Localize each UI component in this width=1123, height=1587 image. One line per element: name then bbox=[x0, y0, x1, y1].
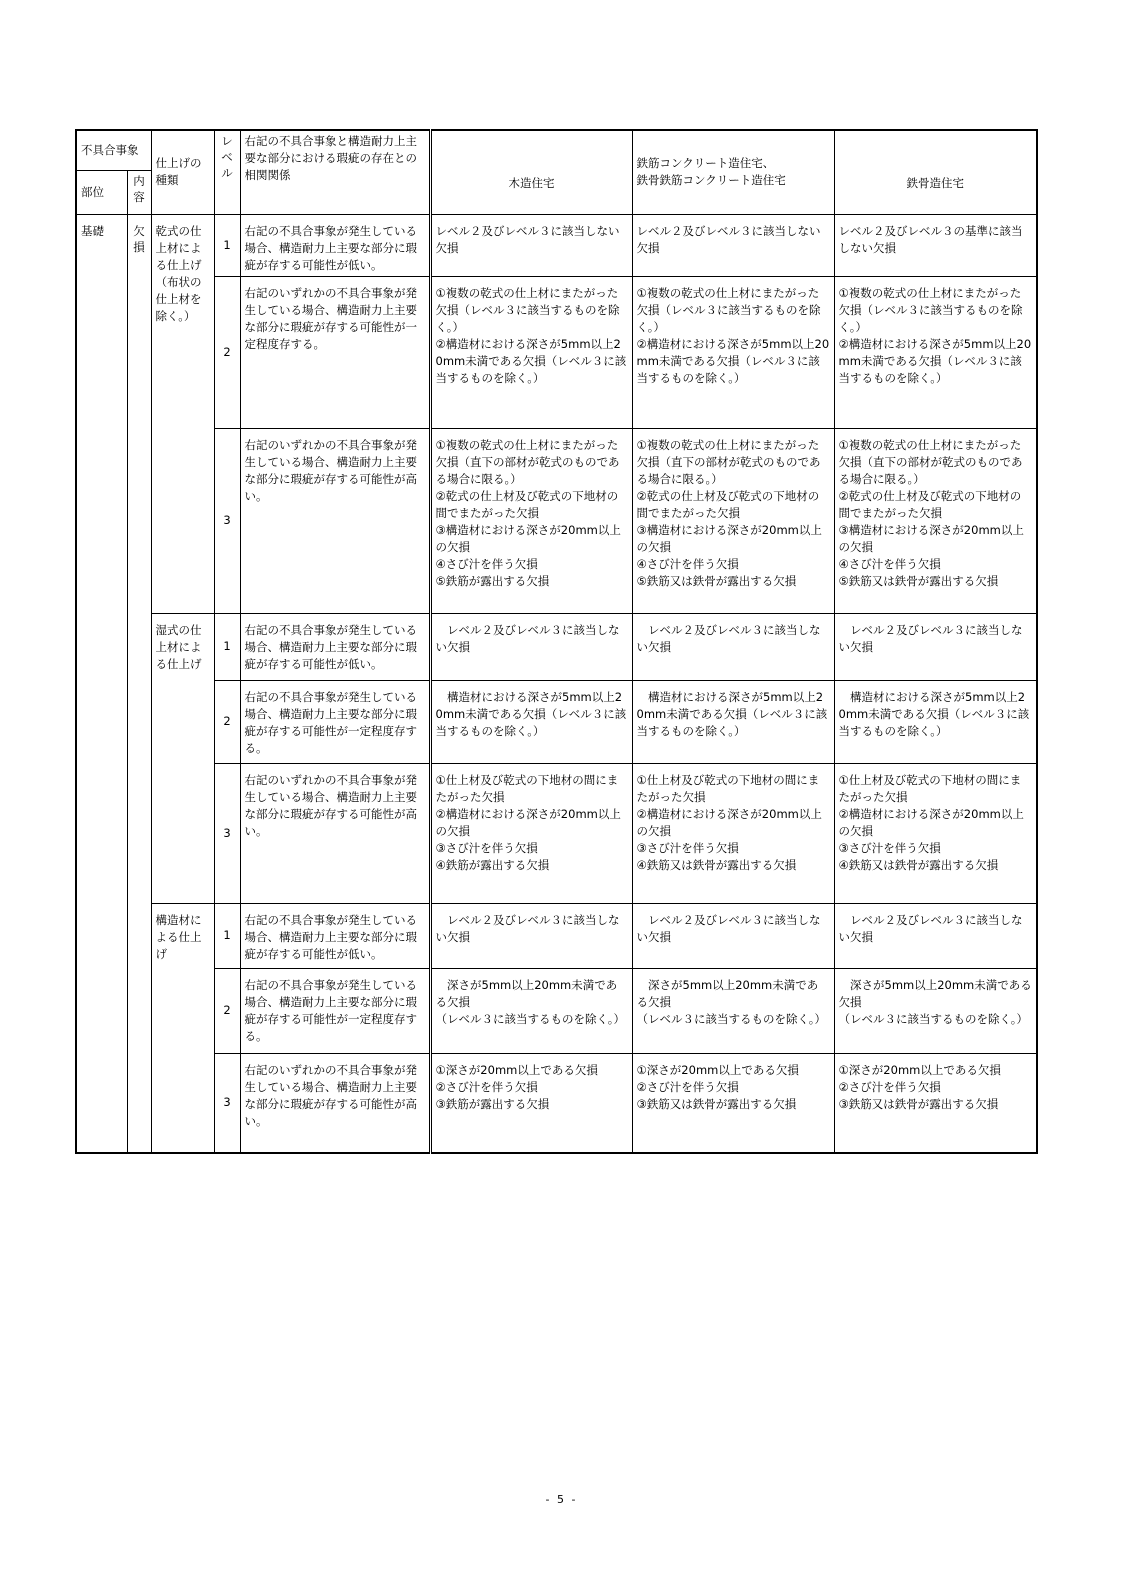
level-cell: 3 bbox=[214, 428, 240, 613]
page-number: - 5 - bbox=[545, 1493, 578, 1506]
rc-cell: ①複数の乾式の仕上材にまたがった欠損（レベル３に該当するものを除く。） ②構造材における深さが5mm以上20mm未満である欠損（レベル３に該当するものを除く。） bbox=[632, 276, 834, 428]
table-row bbox=[76, 763, 1037, 903]
relation-cell: 右記の不具合事象が発生している場合、構造耐力上主要な部分に瑕疵が存する可能性が一定程度存する。 bbox=[240, 968, 430, 1053]
header-row-1 bbox=[76, 130, 1037, 170]
content-cell: 欠損 bbox=[127, 214, 151, 1153]
relation-cell: 右記のいずれかの不具合事象が発生している場合、構造耐力上主要な部分に瑕疵が存する可能性が高い。 bbox=[240, 1053, 430, 1153]
steel-cell: ①仕上材及び乾式の下地材の間にまたがった欠損 ②構造材における深さが20mm以上の欠損 ③さび汁を伴う欠損 ④鉄筋又は鉄骨が露出する欠損 bbox=[834, 763, 1037, 903]
relation-cell: 右記のいずれかの不具合事象が発生している場合、構造耐力上主要な部分に瑕疵が存する可能性が一定程度存する。 bbox=[240, 276, 430, 428]
header-defect-event: 不具合事象 bbox=[76, 130, 151, 170]
rc-cell: レベル２及びレベル３に該当しない欠損 bbox=[632, 214, 834, 276]
level-cell: 1 bbox=[214, 613, 240, 680]
steel-cell: ①深さが20mm以上である欠損 ②さび汁を伴う欠損 ③鉄筋又は鉄骨が露出する欠損 bbox=[834, 1053, 1037, 1153]
level-cell: 2 bbox=[214, 968, 240, 1053]
table-row bbox=[76, 1053, 1037, 1153]
table-row bbox=[76, 680, 1037, 763]
level-cell: 3 bbox=[214, 763, 240, 903]
steel-cell: レベル２及びレベル３に該当しない欠損 bbox=[834, 903, 1037, 968]
header-content: 内容 bbox=[127, 170, 151, 214]
rc-cell: ①仕上材及び乾式の下地材の間にまたがった欠損 ②構造材における深さが20mm以上の欠損 ③さび汁を伴う欠損 ④鉄筋又は鉄骨が露出する欠損 bbox=[632, 763, 834, 903]
steel-cell: ①複数の乾式の仕上材にまたがった欠損（レベル３に該当するものを除く。） ②構造材における深さが5mm以上20mm未満である欠損（レベル３に該当するものを除く。） bbox=[834, 276, 1037, 428]
header-part: 部位 bbox=[76, 170, 127, 214]
steel-cell: レベル２及びレベル３に該当しない欠損 bbox=[834, 613, 1037, 680]
table-row bbox=[76, 276, 1037, 428]
steel-cell: レベル２及びレベル３の基準に該当しない欠損 bbox=[834, 214, 1037, 276]
rc-cell: レベル２及びレベル３に該当しない欠損 bbox=[632, 613, 834, 680]
table-row bbox=[76, 613, 1037, 680]
wood-cell: レベル２及びレベル３に該当しない欠損 bbox=[430, 903, 632, 968]
wood-cell: ①複数の乾式の仕上材にまたがった欠損（レベル３に該当するものを除く。） ②構造材における深さが5mm以上20mm未満である欠損（レベル３に該当するものを除く。） bbox=[430, 276, 632, 428]
wood-cell: 深さが5mm以上20mm未満である欠損 （レベル３に該当するものを除く。） bbox=[430, 968, 632, 1053]
wood-cell: ①深さが20mm以上である欠損 ②さび汁を伴う欠損 ③鉄筋が露出する欠損 bbox=[430, 1053, 632, 1153]
wood-cell: ①仕上材及び乾式の下地材の間にまたがった欠損 ②構造材における深さが20mm以上の欠損 ③さび汁を伴う欠損 ④鉄筋が露出する欠損 bbox=[430, 763, 632, 903]
relation-cell: 右記のいずれかの不具合事象が発生している場合、構造耐力上主要な部分に瑕疵が存する可能性が高い。 bbox=[240, 763, 430, 903]
steel-cell: ①複数の乾式の仕上材にまたがった欠損（直下の部材が乾式のものである場合に限る。） ②乾式の仕上材及び乾式の下地材の間でまたがった欠損 ③構造材における深さが20mm以上の欠損 ④さび汁を伴う欠損 ⑤鉄筋又は鉄骨が露出する欠損 bbox=[834, 428, 1037, 613]
relation-cell: 右記の不具合事象が発生している場合、構造耐力上主要な部分に瑕疵が存する可能性が低い。 bbox=[240, 903, 430, 968]
finish-type-cell: 構造材による仕上げ bbox=[151, 903, 214, 1153]
part-cell: 基礎 bbox=[76, 214, 127, 1153]
header-wood: 木造住宅 bbox=[430, 130, 632, 214]
rc-cell: 構造材における深さが5mm以上20mm未満である欠損（レベル３に該当するものを除く。） bbox=[632, 680, 834, 763]
table-row bbox=[76, 428, 1037, 613]
relation-cell: 右記のいずれかの不具合事象が発生している場合、構造耐力上主要な部分に瑕疵が存する可能性が高い。 bbox=[240, 428, 430, 613]
finish-type-cell: 湿式の仕上材による仕上げ bbox=[151, 613, 214, 903]
header-finish-type: 仕上げの種類 bbox=[151, 130, 214, 214]
rc-cell: ①複数の乾式の仕上材にまたがった欠損（直下の部材が乾式のものである場合に限る。） ②乾式の仕上材及び乾式の下地材の間でまたがった欠損 ③構造材における深さが20mm以上の欠損 ④さび汁を伴う欠損 ⑤鉄筋又は鉄骨が露出する欠損 bbox=[632, 428, 834, 613]
steel-cell: 深さが5mm以上20mm未満である欠損 （レベル３に該当するものを除く。） bbox=[834, 968, 1037, 1053]
header-rc: 鉄筋コンクリート造住宅、 鉄骨鉄筋コンクリート造住宅 bbox=[632, 130, 834, 214]
rc-cell: レベル２及びレベル３に該当しない欠損 bbox=[632, 903, 834, 968]
wood-cell: レベル２及びレベル３に該当しない欠損 bbox=[430, 613, 632, 680]
relation-cell: 右記の不具合事象が発生している場合、構造耐力上主要な部分に瑕疵が存する可能性が一定程度存する。 bbox=[240, 680, 430, 763]
table-row bbox=[76, 968, 1037, 1053]
steel-cell: 構造材における深さが5mm以上20mm未満である欠損（レベル３に該当するものを除く。） bbox=[834, 680, 1037, 763]
level-cell: 3 bbox=[214, 1053, 240, 1153]
rc-cell: 深さが5mm以上20mm未満である欠損 （レベル３に該当するものを除く。） bbox=[632, 968, 834, 1053]
wood-cell: 構造材における深さが5mm以上20mm未満である欠損（レベル３に該当するものを除く。） bbox=[430, 680, 632, 763]
wood-cell: レベル２及びレベル３に該当しない欠損 bbox=[430, 214, 632, 276]
relation-cell: 右記の不具合事象が発生している場合、構造耐力上主要な部分に瑕疵が存する可能性が低い。 bbox=[240, 214, 430, 276]
finish-type-cell: 乾式の仕上材による仕上げ（布状の仕上材を除く。） bbox=[151, 214, 214, 613]
header-steel: 鉄骨造住宅 bbox=[834, 130, 1037, 214]
rc-cell: ①深さが20mm以上である欠損 ②さび汁を伴う欠損 ③鉄筋又は鉄骨が露出する欠損 bbox=[632, 1053, 834, 1153]
level-cell: 2 bbox=[214, 276, 240, 428]
level-cell: 1 bbox=[214, 214, 240, 276]
level-cell: 1 bbox=[214, 903, 240, 968]
relation-cell: 右記の不具合事象が発生している場合、構造耐力上主要な部分に瑕疵が存する可能性が低い。 bbox=[240, 613, 430, 680]
wood-cell: ①複数の乾式の仕上材にまたがった欠損（直下の部材が乾式のものである場合に限る。） ②乾式の仕上材及び乾式の下地材の間でまたがった欠損 ③構造材における深さが20mm以上の欠損 ④さび汁を伴う欠損 ⑤鉄筋が露出する欠損 bbox=[430, 428, 632, 613]
table-row bbox=[76, 214, 1037, 276]
header-level: レベル bbox=[214, 130, 240, 214]
level-cell: 2 bbox=[214, 680, 240, 763]
defect-table bbox=[75, 129, 1038, 1154]
table-row bbox=[76, 903, 1037, 968]
header-relation: 右記の不具合事象と構造耐力上主要な部分における瑕疵の存在との相関関係 bbox=[240, 130, 430, 214]
